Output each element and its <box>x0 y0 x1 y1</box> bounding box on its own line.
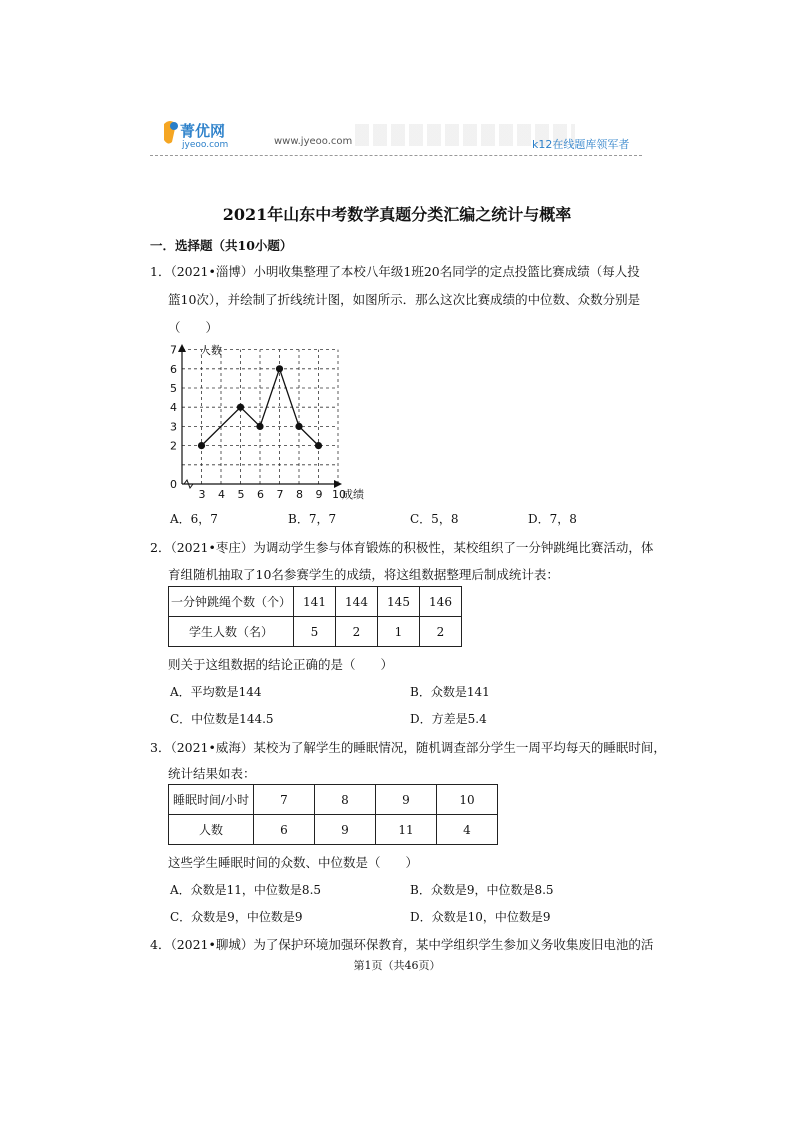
table-cell: 144 <box>336 587 378 617</box>
table-cell: 9 <box>315 815 376 845</box>
table-cell: 睡眠时间/小时 <box>169 785 254 815</box>
y-tick-label: 2 <box>170 439 177 453</box>
table-cell: 9 <box>376 785 437 815</box>
y-tick-label: 4 <box>170 401 177 415</box>
table-cell: 10 <box>437 785 498 815</box>
logo-text: 菁优网 <box>180 122 226 140</box>
chart-grid <box>182 350 338 484</box>
data-point <box>295 423 302 430</box>
question-1-option-b[interactable]: B．7，7 <box>288 512 337 526</box>
question-3-line-1: 3．（2021•威海）某校为了解学生的睡眠情况，随机调查部分学生一周平均每天的睡眠时间， <box>150 740 666 755</box>
data-point <box>276 365 283 372</box>
question-4-line-1: 4．（2021•聊城）为了保护环境加强环保教育，某中学组织学生参加义务收集废旧电池的活 <box>150 937 654 952</box>
question-3-option-b[interactable]: B．众数是9，中位数是8.5 <box>410 883 554 897</box>
data-point <box>198 442 205 449</box>
x-axis-label: 成绩 <box>342 488 364 501</box>
question-2-stem: 则关于这组数据的结论正确的是（ ） <box>168 657 394 672</box>
question-2-line-2: 育组随机抽取了10名参赛学生的成绩，将这组数据整理后制成统计表： <box>168 567 559 582</box>
table-cell: 141 <box>294 587 336 617</box>
y-tick-label: 0 <box>170 478 177 491</box>
question-3-table <box>168 784 498 845</box>
table-cell: 一分钟跳绳个数（个） <box>169 587 294 617</box>
document-title: 2021年山东中考数学真题分类汇编之统计与概率 <box>222 205 572 224</box>
y-tick-label: 6 <box>170 362 177 376</box>
table-cell: 2 <box>336 617 378 647</box>
table-cell: 146 <box>420 587 462 617</box>
site-url: www.jyeoo.com <box>274 136 353 147</box>
table-cell: 学生人数（名） <box>169 617 294 647</box>
x-tick-label: 6 <box>257 488 264 501</box>
table-row <box>169 617 462 647</box>
table-cell: 人数 <box>169 815 254 845</box>
data-point <box>315 442 322 449</box>
x-tick-label: 3 <box>198 488 206 501</box>
x-tick-label: 4 <box>218 488 225 501</box>
x-tick-label: 8 <box>296 488 303 501</box>
header-banner <box>150 112 642 158</box>
question-3-line-2: 统计结果如表： <box>168 766 256 781</box>
table-row <box>169 815 498 845</box>
x-tick-label: 7 <box>276 488 284 501</box>
question-3-option-d[interactable]: D．众数是10，中位数是9 <box>410 910 551 924</box>
question-3-stem: 这些学生睡眠时间的众数、中位数是（ ） <box>168 855 419 870</box>
question-1-option-a[interactable]: A．6，7 <box>170 512 218 526</box>
slogan: k12在线题库领军者 <box>532 138 630 151</box>
table-cell: 1 <box>378 617 420 647</box>
question-3-option-c[interactable]: C．众数是9，中位数是9 <box>170 910 303 924</box>
section-heading: 一．选择题（共10小题） <box>150 238 293 253</box>
question-1-option-d[interactable]: D．7，8 <box>528 512 577 526</box>
table-cell: 8 <box>315 785 376 815</box>
question-1-line-2: 篮10次），并绘制了折线统计图，如图所示．那么这次比赛成绩的中位数、众数分别是 <box>168 292 641 307</box>
y-tick-label: 3 <box>170 420 177 434</box>
table-row <box>169 785 498 815</box>
table-cell: 7 <box>254 785 315 815</box>
table-cell: 145 <box>378 587 420 617</box>
table-cell: 4 <box>437 815 498 845</box>
y-tick-label: 7 <box>170 343 177 357</box>
y-tick-label: 5 <box>170 382 177 395</box>
logo-domain: jyeoo.com <box>182 140 229 150</box>
question-2-option-c[interactable]: C．中位数是144.5 <box>170 712 274 726</box>
table-cell: 5 <box>294 617 336 647</box>
question-1-line-3: （ ） <box>168 320 219 335</box>
question-2-line-1: 2．（2021•枣庄）为调动学生参与体育锻炼的积极性，某校组织了一分钟跳绳比赛活动，体 <box>150 540 654 555</box>
question-2-option-a[interactable]: A．平均数是144 <box>170 685 262 699</box>
data-point <box>256 423 263 430</box>
line-chart <box>160 338 380 503</box>
table-cell: 6 <box>254 815 315 845</box>
header-rule <box>150 155 642 156</box>
table-row <box>169 587 462 617</box>
x-tick-label: 9 <box>315 488 323 501</box>
question-3-option-a[interactable]: A．众数是11，中位数是8.5 <box>170 883 322 897</box>
y-axis-label: 人数 <box>200 344 222 357</box>
question-2-option-b[interactable]: B．众数是141 <box>410 685 490 699</box>
data-point <box>237 404 244 411</box>
logo-icon <box>160 118 180 146</box>
question-1-line-1: 1．（2021•淄博）小明收集整理了本校八年级1班20名同学的定点投篮比赛成绩（每人投 <box>150 264 640 279</box>
question-1-option-c[interactable]: C．5，8 <box>410 512 459 526</box>
table-cell: 11 <box>376 815 437 845</box>
question-2-option-d[interactable]: D．方差是5.4 <box>410 712 487 726</box>
page-footer: 第1页（共46页） <box>353 959 441 972</box>
x-tick-label: 5 <box>237 488 245 501</box>
question-2-table <box>168 586 462 647</box>
y-axis-arrow <box>178 344 186 352</box>
x-tick-label: 10 <box>332 488 346 501</box>
table-cell: 2 <box>420 617 462 647</box>
